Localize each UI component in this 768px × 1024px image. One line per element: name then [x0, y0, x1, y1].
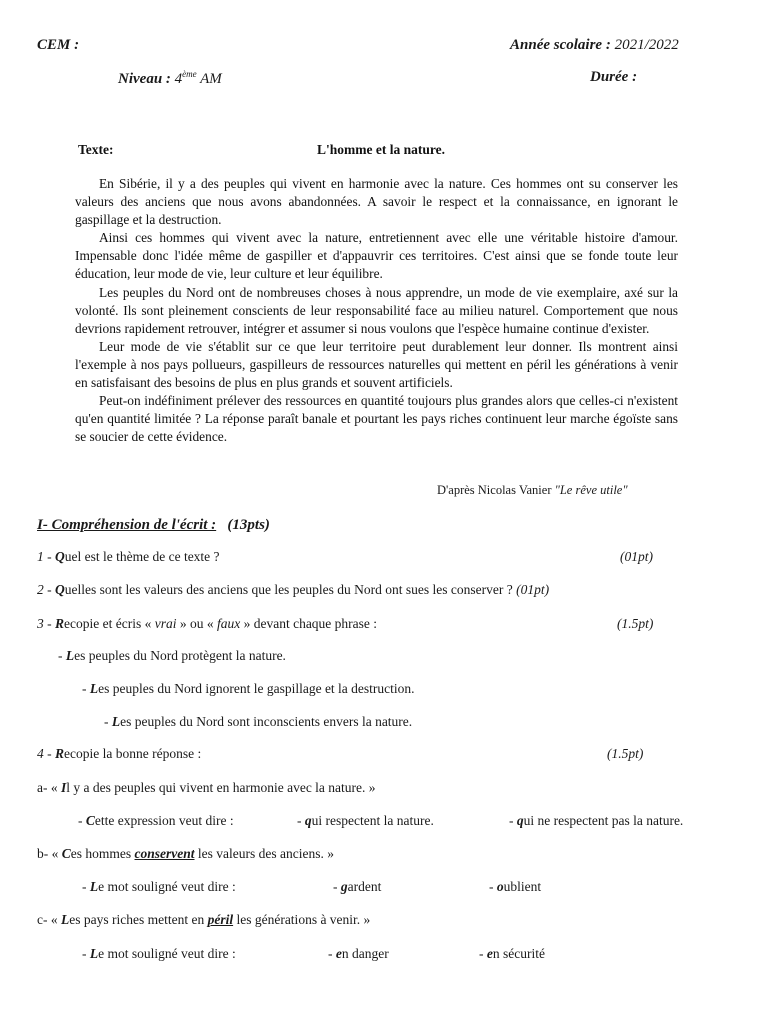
- dash: -: [82, 879, 90, 894]
- dash: -: [333, 879, 341, 894]
- statement-2: [82, 681, 415, 697]
- initial-letter: L: [89, 879, 99, 894]
- option-text: ublient: [503, 879, 542, 894]
- initial-letter: Q: [55, 582, 65, 597]
- paragraph-3: Les peuples du Nord ont de nombreuses choses à nous apprendre, un mode de vie exemplaire, axé sur la volonté. Ils sont pleinement conscients de leur responsabilité face au milieu naturel. Comportement que nous devrions rapidement retrouver, intégrer et assumer si nous voulons que l'espèce humaine continue d'exister.: [75, 284, 678, 336]
- paragraph-5: Peut-on indéfiniment prélever des ressources en quantité toujours plus grandes alors que celles-ci n'existent qu'en quantité limitée ? La réponse paraît banale et pourtant les pays riches continuent leur marche égoïste sans se soucier de cette évidence.: [75, 393, 678, 445]
- question-text: uelles sont les valeurs des anciens que les peuples du Nord ont sues les conserver ?: [64, 582, 513, 597]
- question-2: [37, 582, 549, 598]
- question-text: » devant chaque phrase :: [240, 616, 378, 631]
- level-field: [118, 69, 222, 88]
- school-field: [37, 37, 79, 54]
- statement-text: es peuples du Nord sont inconscients envers la nature.: [120, 714, 413, 729]
- item-c: [37, 912, 370, 928]
- dash: -: [328, 946, 336, 961]
- question-4-points: (1.5pt): [607, 746, 644, 761]
- question-number: 3 -: [37, 616, 55, 631]
- item-text: les valeurs des anciens. »: [194, 846, 334, 861]
- question-1: [37, 549, 220, 565]
- item-c-prompt: [82, 946, 236, 962]
- question-number: 4 -: [37, 746, 55, 761]
- underlined-word: péril: [207, 912, 234, 927]
- question-text: uel est le thème de ce texte ?: [64, 549, 220, 564]
- source-author: D'après Nicolas Vanier: [437, 483, 552, 497]
- section-title: I- Compréhension de l'écrit :: [37, 517, 217, 533]
- initial-letter: q: [304, 813, 312, 828]
- initial-letter: L: [65, 648, 75, 663]
- option-text: ui ne respectent pas la nature.: [523, 813, 684, 828]
- initial-letter: o: [496, 879, 504, 894]
- dash: -: [297, 813, 305, 828]
- initial-letter: L: [89, 946, 99, 961]
- item-a-prompt: [78, 813, 234, 829]
- item-a-option-2: [509, 813, 683, 829]
- paragraph-2: Ainsi ces hommes qui vivent avec la nature, entretiennent avec elle une véritable histoire d'amour. Impensable donc l'idée même de gaspiller et d'appauvrir ces territoires. C'est ainsi que se fonde toute leur éducation, leur mode de vie, leur culture et leur équilibre.: [75, 230, 678, 282]
- option-text: ui respectent la nature.: [311, 813, 434, 828]
- school-label: CEM :: [37, 37, 80, 53]
- dash: -: [82, 946, 90, 961]
- initial-letter: R: [55, 616, 65, 631]
- option-text: n sécurité: [492, 946, 545, 961]
- item-b-option-1: [333, 879, 381, 895]
- word-vrai: vrai: [154, 616, 177, 631]
- dash: -: [82, 681, 90, 696]
- section-heading: [37, 517, 270, 534]
- dash: -: [78, 813, 86, 828]
- paragraph-4: Leur mode de vie s'établit sur ce que leur territoire peut durablement leur donner. Ils montrent ainsi l'exemple à nos pays pollueurs, gaspilleurs de ressources naturelles qui mettent en péril les générations à venir en satisfaisant des besoins de plus en plus grands et souvent artificiels.: [75, 338, 678, 391]
- item-c-option-2: [479, 946, 545, 962]
- item-b-prompt: [82, 879, 236, 895]
- reading-text: [75, 141, 678, 446]
- statement-3: [104, 714, 412, 730]
- item-text: es pays riches mettent en: [69, 912, 208, 927]
- duration-field: [590, 69, 637, 86]
- initial-letter: I: [61, 780, 67, 795]
- word-faux: faux: [216, 616, 241, 631]
- item-text: l y a des peuples qui vivent en harmonie avec la nature. »: [66, 780, 376, 795]
- question-1-points: (01pt): [620, 549, 653, 564]
- question-text: ecopie et écris «: [64, 616, 155, 631]
- initial-letter: L: [89, 681, 99, 696]
- level-num: 4: [174, 71, 183, 87]
- year-field: [510, 37, 679, 54]
- statement-text: es peuples du Nord ignorent le gaspillage et la destruction.: [98, 681, 415, 696]
- initial-letter: C: [61, 846, 71, 861]
- text-source: [437, 483, 628, 498]
- duration-label: Durée :: [590, 69, 638, 85]
- dash: -: [489, 879, 497, 894]
- question-3: [37, 616, 377, 632]
- paragraph-1: En Sibérie, il y a des peuples qui vivent en harmonie avec la nature. Ces hommes ont su conserver les valeurs des anciens que nous avons abandonnées. A savoir le respect et la connaissance, en ignorant le gaspillage et la destruction.: [75, 176, 678, 228]
- question-number: 2 -: [37, 582, 55, 597]
- dash: -: [509, 813, 517, 828]
- initial-letter: R: [55, 746, 65, 761]
- item-prefix: c- «: [37, 912, 61, 927]
- initial-letter: e: [486, 946, 493, 961]
- year-label: Année scolaire :: [510, 37, 611, 53]
- question-3-points: (1.5pt): [617, 616, 654, 631]
- item-prefix: a- «: [37, 780, 61, 795]
- question-text: » ou «: [176, 616, 217, 631]
- question-text: ecopie la bonne réponse :: [64, 746, 202, 761]
- item-b-option-2: [489, 879, 541, 895]
- item-b: [37, 846, 334, 862]
- initial-letter: q: [516, 813, 524, 828]
- statement-1: [58, 648, 286, 664]
- option-text: ardent: [347, 879, 382, 894]
- initial-letter: e: [335, 946, 342, 961]
- initial-letter: Q: [55, 549, 65, 564]
- dash: -: [104, 714, 112, 729]
- initial-letter: C: [85, 813, 95, 828]
- prompt-text: ette expression veut dire :: [94, 813, 234, 828]
- level-rest: AM: [200, 71, 222, 87]
- dash: -: [479, 946, 487, 961]
- text-label: Texte:: [78, 142, 114, 157]
- item-c-option-1: [328, 946, 389, 962]
- item-a: [37, 780, 376, 796]
- question-number: 1 -: [37, 549, 55, 564]
- initial-letter: L: [111, 714, 121, 729]
- prompt-text: e mot souligné veut dire :: [98, 879, 236, 894]
- item-text: es hommes: [70, 846, 135, 861]
- question-2-points: (01pt): [516, 582, 550, 597]
- prompt-text: e mot souligné veut dire :: [98, 946, 236, 961]
- item-prefix: b- «: [37, 846, 62, 861]
- section-points: (13pts): [227, 517, 270, 533]
- level-sup: ème: [182, 69, 197, 79]
- level-label: Niveau :: [118, 71, 171, 87]
- item-a-option-1: [297, 813, 434, 829]
- option-text: n danger: [341, 946, 389, 961]
- text-heading: [75, 141, 678, 163]
- initial-letter: L: [61, 912, 70, 927]
- year-value: 2021/2022: [614, 37, 679, 53]
- source-title: "Le rêve utile": [554, 483, 628, 497]
- statement-text: es peuples du Nord protègent la nature.: [74, 648, 286, 663]
- question-4: [37, 746, 201, 762]
- initial-letter: g: [340, 879, 348, 894]
- item-text: les générations à venir. »: [233, 912, 371, 927]
- underlined-word: conservent: [134, 846, 195, 861]
- dash: -: [58, 648, 66, 663]
- text-title: L'homme et la nature.: [317, 142, 445, 157]
